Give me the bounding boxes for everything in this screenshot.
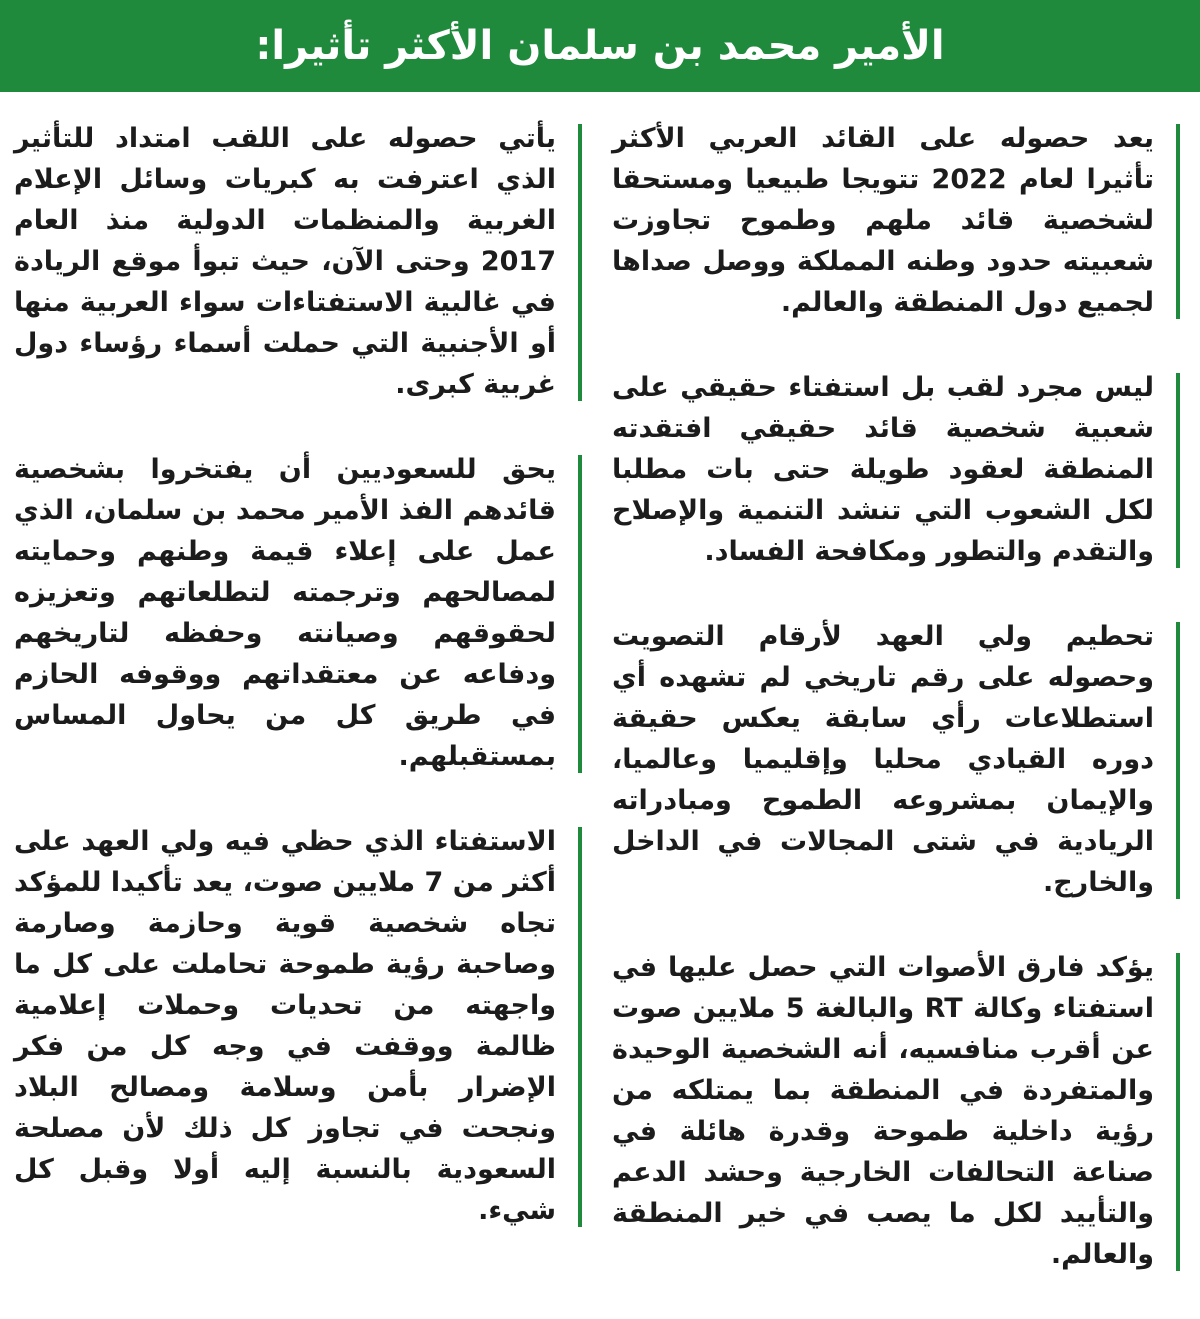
right-column <box>612 118 1180 1319</box>
paragraph <box>612 616 1180 903</box>
paragraph <box>612 118 1180 323</box>
paragraph-text: يؤكد فارق الأصوات التي حصل عليها في استفتاء وكالة RT والبالغة 5 ملايين صوت عن أقرب منافسيه، أنه الشخصية الوحيدة والمتفردة في المنطقة بما يمتلكه من رؤية داخلية طموحة وقدرة هائلة في صناعة التحالفات الخارجية وحشد الدعم والتأييد لكل ما يصب في خير المنطقة والعالم. <box>612 952 1154 1270</box>
accent-bar <box>1176 622 1180 899</box>
paragraph <box>14 118 582 405</box>
header-banner <box>0 0 1200 92</box>
paragraph-text: ليس مجرد لقب بل استفتاء حقيقي على شعبية شخصية قائد حقيقي افتقدته المنطقة لعقود طويلة حتى بات مطلبا لكل الشعوب التي تنشد التنمية والإصلاح والتقدم والتطور ومكافحة الفساد. <box>612 372 1154 567</box>
accent-bar <box>578 827 582 1227</box>
paragraph-text: تحطيم ولي العهد لأرقام التصويت وحصوله على رقم تاريخي لم تشهده أي استطلاعات رأي سابقة يعكس حقيقة دوره القيادي محليا وإقليميا وعالميا، والإيمان بمشروعه الطموح ومبادراته الريادية في شتى المجالات في الداخل والخارج. <box>612 621 1154 898</box>
paragraph-text: الاستفتاء الذي حظي فيه ولي العهد على أكثر من 7 ملايين صوت، يعد تأكيدا للمؤكد تجاه شخصية قوية وحازمة وصارمة وصاحبة رؤية طموحة تحاملت على كل ما واجهته من تحديات وحملات إعلامية ظالمة ووقفت في وجه كل من فكر الإضرار بأمن وسلامة ومصالح البلاد ونجحت في تجاوز كل ذلك لأن مصلحة السعودية بالنسبة إليه أولا وقبل كل شيء. <box>14 826 556 1226</box>
page-title: الأمير محمد بن سلمان الأكثر تأثيرا: <box>255 23 945 69</box>
paragraph-text: يعد حصوله على القائد العربي الأكثر تأثيرا لعام 2022 تتويجا طبيعيا ومستحقا لشخصية قائد ملهم وطموح تجاوزت شعبيته حدود وطنه المملكة ووصل صداها لجميع دول المنطقة والعالم. <box>612 123 1155 318</box>
paragraph <box>14 449 582 777</box>
paragraph <box>14 821 582 1231</box>
accent-bar <box>1176 373 1180 568</box>
accent-bar <box>578 455 582 773</box>
accent-bar <box>1176 124 1180 319</box>
paragraph-text: يحق للسعوديين أن يفتخروا بشخصية قائدهم الفذ الأمير محمد بن سلمان، الذي عمل على إعلاء قيمة وطنهم وحمايته لمصالحهم وترجمته لتطلعاتهم وتعزيزه لحقوقهم وصيانته وحفظه لتاريخهم ودفاعه عن معتقداتهم ووقوفه الحازم في طريق كل من يحاول المساس بمستقبلهم. <box>14 454 556 772</box>
paragraph-text: يأتي حصوله على اللقب امتداد للتأثير الذي اعترفت به كبريات وسائل الإعلام الغربية والمنظمات الدولية منذ العام 2017 وحتى الآن، حيث تبوأ موقع الريادة في غالبية الاستفتاءات سواء العربية منها أو الأجنبية التي حملت أسماء رؤساء دول غربية كبرى. <box>14 123 556 400</box>
left-column <box>14 118 582 1275</box>
accent-bar <box>1176 953 1180 1271</box>
accent-bar <box>578 124 582 401</box>
paragraph <box>612 947 1180 1275</box>
paragraph <box>612 367 1180 572</box>
